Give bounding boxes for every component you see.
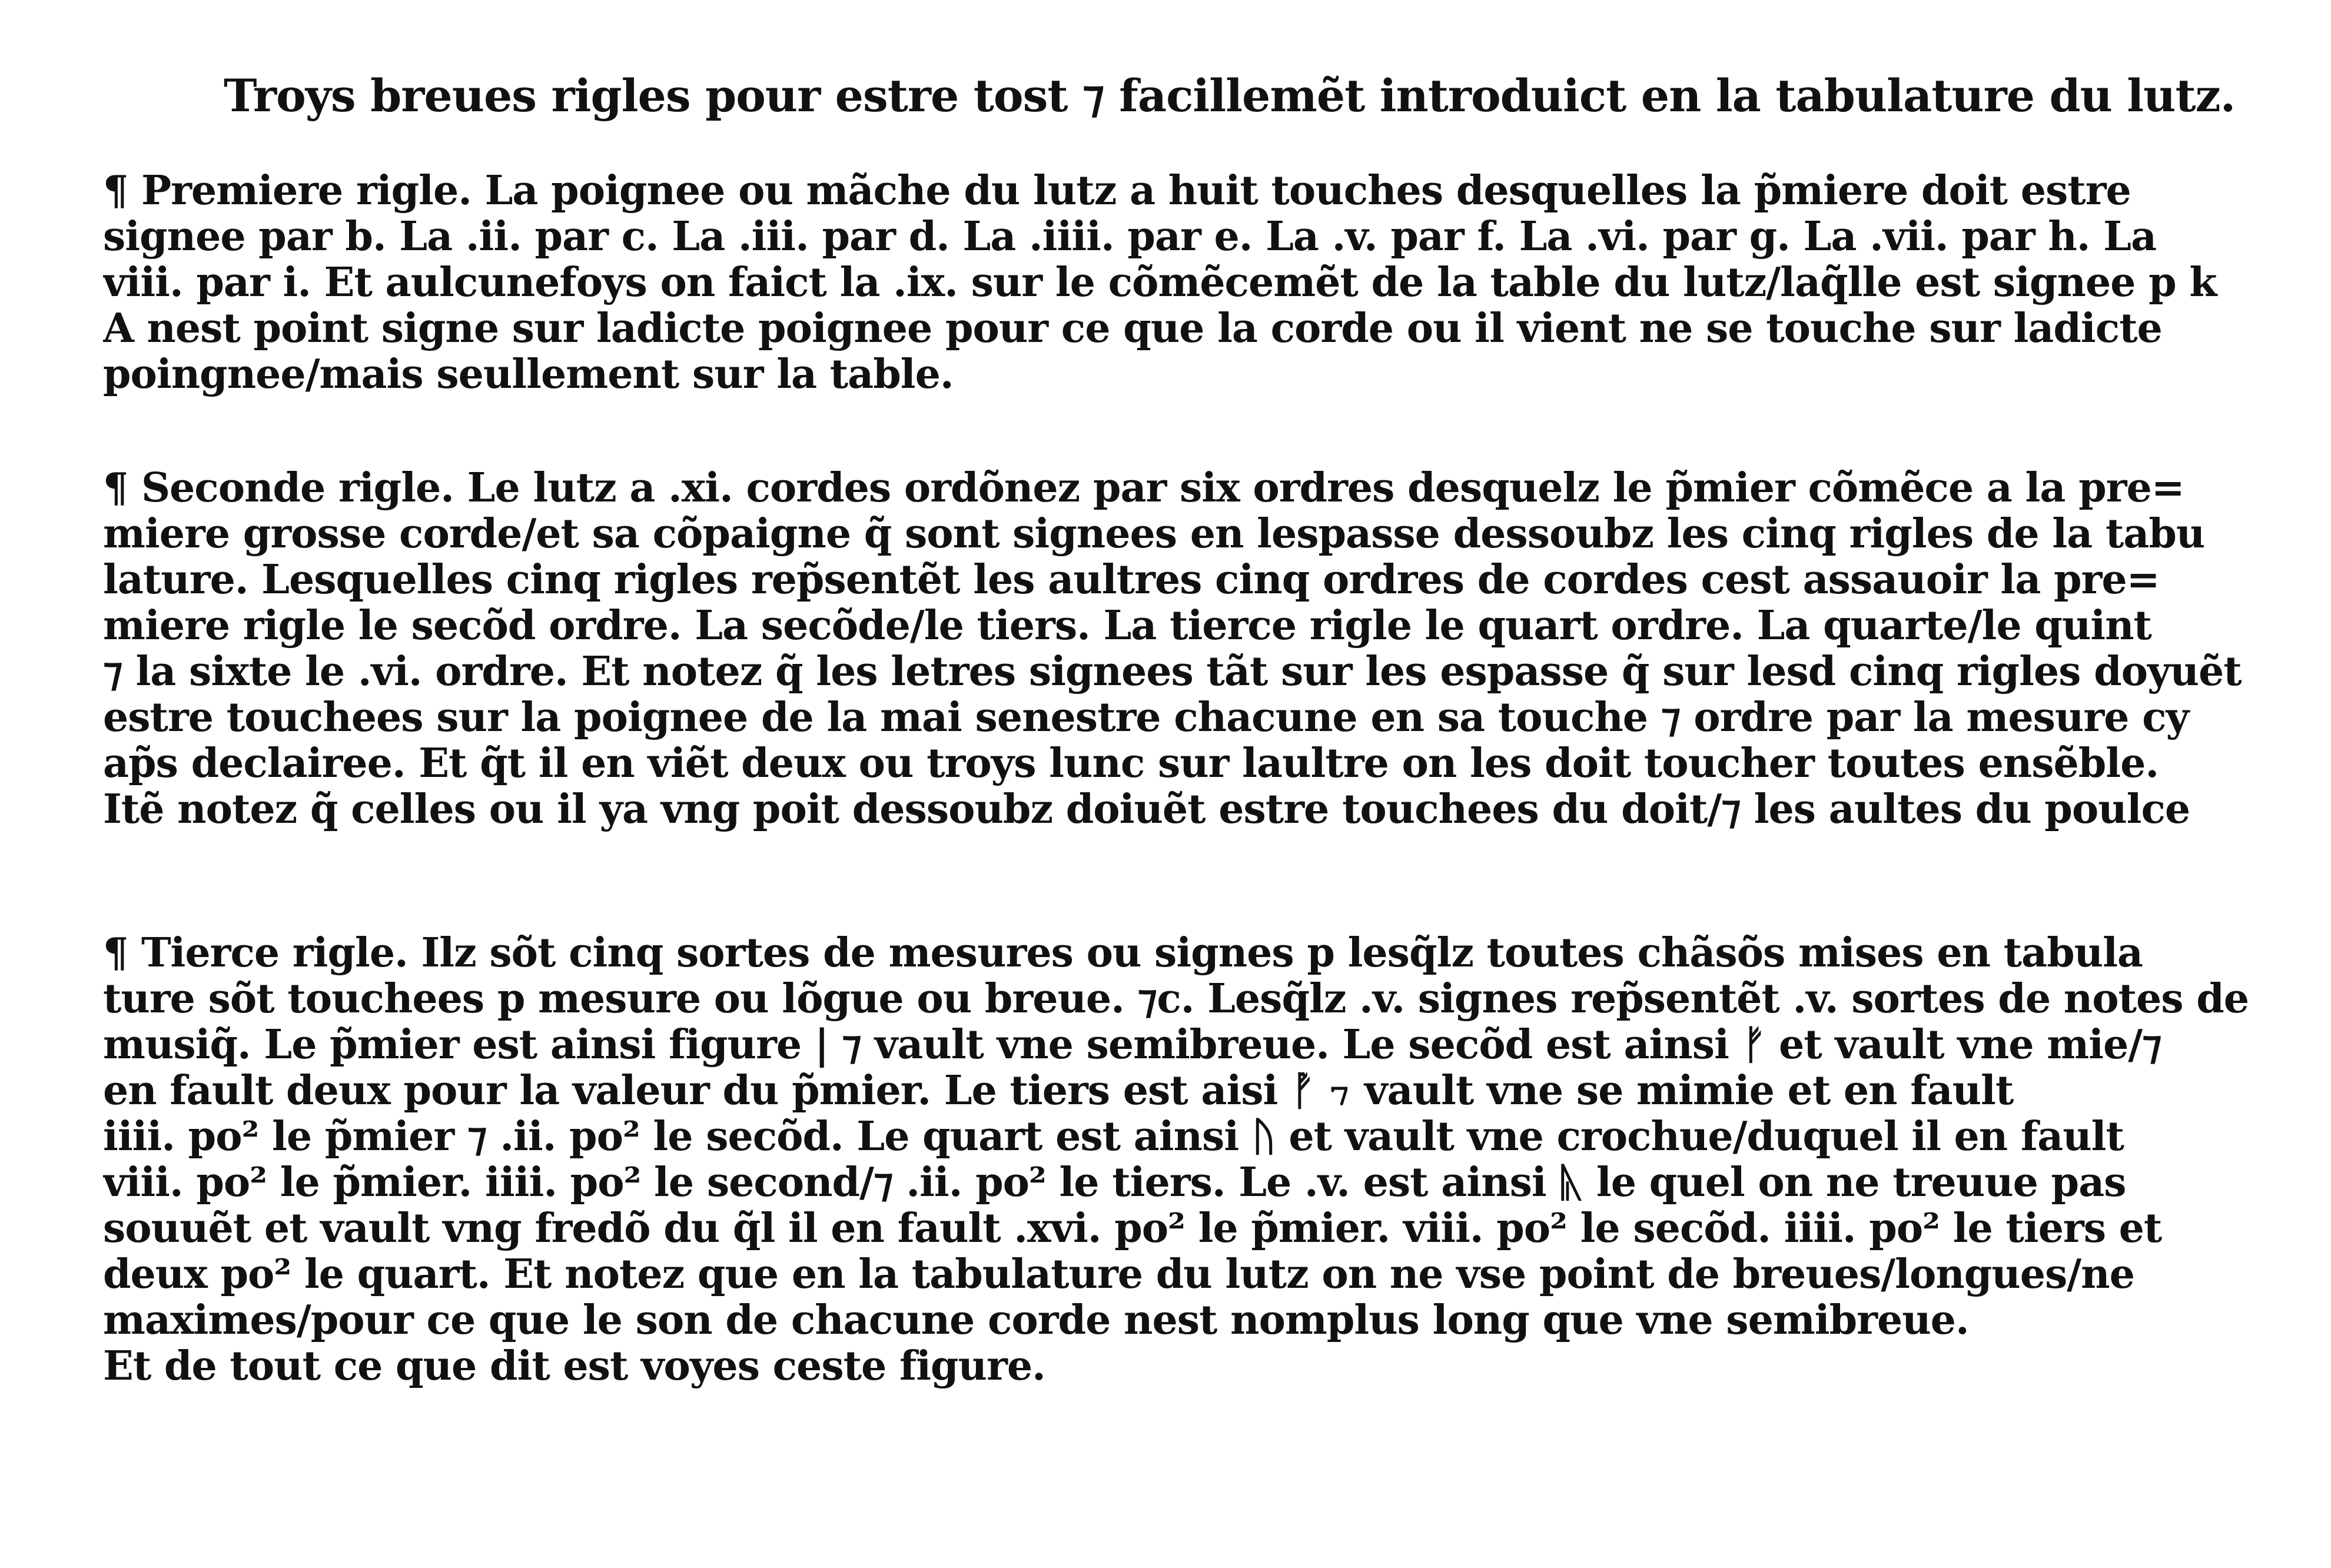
text-line: signee par b. La .ii. par c. La .iii. par d. La .iiii. par e. La .v. par f. La .vi. par g. La .vii. par h. La (103, 214, 2157, 260)
text-line: viii. po² le p̃mier. iiii. po² le second/⁊ .ii. po² le tiers. Le .v. est ainsi ᚣ le quel on ne treuue pas (103, 1160, 2126, 1205)
text-line: miere grosse corde/et sa cõpaigne q̃ sont signees en lespasse dessoubz les cinq rigles de la tabu (103, 511, 2205, 557)
text-line: souuẽt et vault vng fredõ du q̃l il en fault .xvi. po² le p̃mier. viii. po² le secõd. iiii. po² le tiers et (103, 1205, 2162, 1251)
text-line: estre touchees sur la poignee de la mai senestre chacune en sa touche ⁊ ordre par la mesure cy (103, 695, 2189, 740)
text-line: miere rigle le secõd ordre. La secõde/le tiers. La tierce rigle le quart ordre. La quarte/le quint (103, 603, 2151, 649)
text-line: A nest point signe sur ladicte poignee pour ce que la corde ou il vient ne se touche sur ladicte (103, 305, 2162, 351)
text-line: ¶ Premiere rigle. La poignee ou mãche du lutz a huit touches desquelles la p̃miere doit estre (103, 168, 2131, 214)
paragraph-premiere-rigle (103, 168, 2257, 397)
text-line: ap̃s declairee. Et q̃t il en viẽt deux ou troys lunc sur laultre on les doit toucher toutes ensẽble. (103, 740, 2159, 786)
paragraph-tierce-rigle (103, 930, 2257, 1389)
text-line: maximes/pour ce que le son de chacune corde nest nomplus long que vne semibreue. (103, 1297, 1969, 1343)
text-line: en fault deux pour la valeur du p̃mier. Le tiers est aisi ᚡ ⁊ vault vne se mimie et en fault (103, 1068, 2014, 1114)
text-line: ¶ Tierce rigle. Ilz sõt cinq sortes de mesures ou signes p lesq̃lz toutes chãsõs mises en tabula (103, 930, 2143, 976)
text-line: lature. Lesquelles cinq rigles rep̃sentẽt les aultres cinq ordres de cordes cest assauoir la pre= (103, 557, 2160, 603)
paragraph-seconde-rigle (103, 465, 2257, 832)
text-line: ture sõt touchees p mesure ou lõgue ou breue. ⁊c. Lesq̃lz .v. signes rep̃sentẽt .v. sortes de notes de (103, 976, 2249, 1022)
text-line: musiq̃. Le p̃mier est ainsi figure | ⁊ vault vne semibreue. Le secõd est ainsi ᚠ et vault vne mie/⁊ (103, 1022, 2161, 1068)
text-line: ⁊ la sixte le .vi. ordre. Et notez q̃ les letres signees tãt sur les espasse q̃ sur lesd cinq rigles doyuẽt (103, 649, 2242, 695)
text-line: poingnee/mais seullement sur la table. (103, 351, 954, 397)
document-title: Troys breues rigles pour estre tost ⁊ facillemẽt introduict en la tabulature du lutz. (224, 69, 2236, 122)
text-line: Itẽ notez q̃ celles ou il ya vng poit dessoubz doiuẽt estre touchees du doit/⁊ les aultes du poulce (103, 786, 2190, 832)
text-line: deux po² le quart. Et notez que en la tabulature du lutz on ne vse point de breues/longues/ne (103, 1251, 2134, 1297)
text-line: viii. par i. Et aulcunefoys on faict la .ix. sur le cõmẽcemẽt de la table du lutz/laq̃lle est signee p k (103, 260, 2217, 305)
text-line: ¶ Seconde rigle. Le lutz a .xi. cordes ordõnez par six ordres desquelz le p̃mier cõmẽce a la pre= (103, 465, 2184, 511)
text-line: iiii. po² le p̃mier ⁊ .ii. po² le secõd. Le quart est ainsi ᚢ et vault vne crochue/duquel il en fault (103, 1114, 2124, 1160)
text-line: Et de tout ce que dit est voyes ceste figure. (103, 1343, 1045, 1389)
